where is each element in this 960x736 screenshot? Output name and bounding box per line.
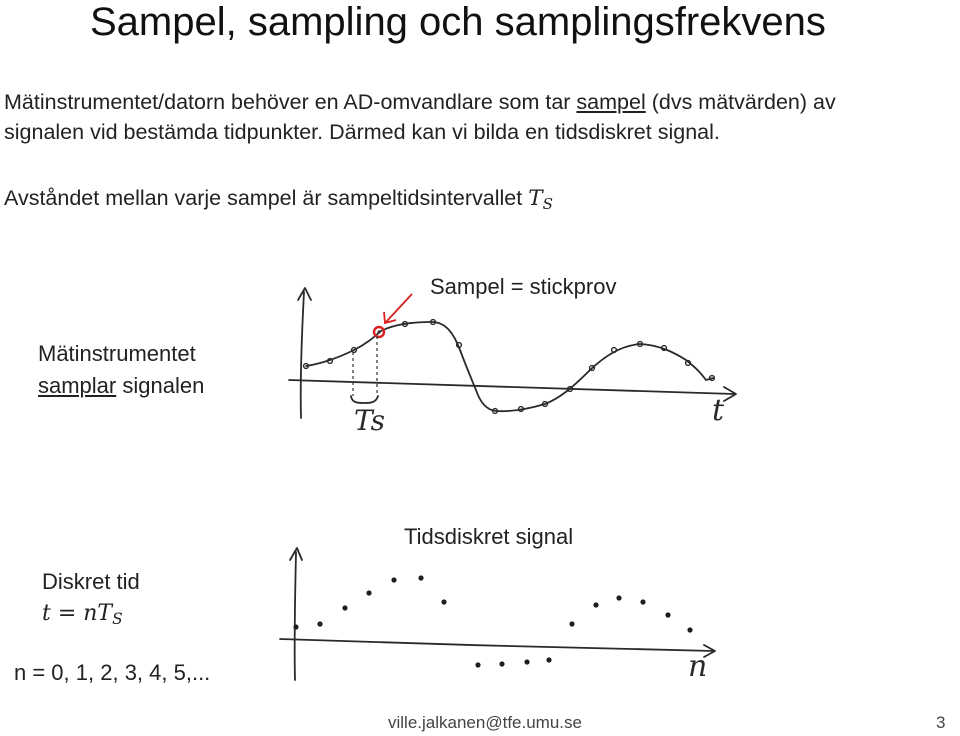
- discrete-point: [569, 621, 574, 626]
- slide-title: Sampel, sampling och samplingsfrekvens: [90, 0, 826, 44]
- fig2-n-axis: [280, 639, 714, 651]
- paragraph-2: signalen vid bestämda tidpunkter. Därmed kan vi bilda en tidsdiskret signal.: [4, 120, 720, 144]
- discrete-point: [342, 605, 347, 610]
- ts-brace: [351, 396, 378, 403]
- discrete-time-label: [42, 566, 140, 631]
- discrete-time-equation: [42, 598, 140, 631]
- continuous-signal-figure: [289, 288, 736, 437]
- highlight-arrow: [386, 294, 412, 322]
- discrete-point: [293, 624, 298, 629]
- equation-main: t = nT: [42, 601, 113, 626]
- discrete-point: [499, 661, 504, 666]
- discrete-point: [391, 577, 396, 582]
- discrete-point: [418, 575, 423, 580]
- samplar-underlined: samplar: [38, 373, 117, 398]
- footer-email: ville.jalkanen@tfe.umu.se: [388, 713, 582, 732]
- discrete-time-line1: Diskret tid: [42, 569, 140, 594]
- measurement-label-rest: signalen: [116, 373, 205, 398]
- t-axis-label: t: [712, 393, 725, 428]
- fig2-discrete-points: [293, 575, 692, 667]
- paragraph-3-text: Avståndet mellan varje sampel är sampeltidsintervallet: [4, 186, 529, 210]
- paragraph-1-post: (dvs mätvärden) av: [645, 90, 836, 114]
- highlighted-sample-center: [377, 330, 380, 333]
- discrete-signal-figure: [280, 548, 715, 684]
- fig1-signal-curve: [306, 322, 713, 411]
- ts-subscript: S: [542, 195, 553, 214]
- fig2-y-axis: [295, 552, 296, 680]
- discrete-point: [317, 621, 322, 626]
- measurement-label-line1: Mätinstrumentet: [38, 341, 196, 366]
- discrete-point: [475, 662, 480, 667]
- paragraph-1-pre: Mätinstrumentet/datorn behöver en AD-omvandlare som tar: [4, 90, 577, 114]
- discrete-point: [687, 627, 692, 632]
- discrete-point: [524, 659, 529, 664]
- discrete-point: [640, 599, 645, 604]
- ts-symbol: T: [528, 186, 543, 211]
- discrete-point: [366, 590, 371, 595]
- equation-subscript: S: [112, 610, 123, 629]
- discrete-point: [616, 595, 621, 600]
- discrete-point: [441, 599, 446, 604]
- fig1-sample-dots: [304, 320, 715, 414]
- measurement-label-line2: [38, 370, 204, 402]
- discrete-point: [546, 657, 551, 662]
- n-sequence-label: n = 0, 1, 2, 3, 4, 5,...: [14, 660, 211, 685]
- measurement-label: [38, 338, 204, 402]
- n-axis-label: n: [688, 649, 708, 684]
- discrete-point: [665, 612, 670, 617]
- ts-handwritten-label: Ts: [354, 404, 386, 437]
- page-number: 3: [936, 713, 946, 732]
- sampel-stickprov-label: Sampel = stickprov: [430, 274, 617, 299]
- discrete-point: [593, 602, 598, 607]
- sampel-link: sampel: [576, 90, 646, 114]
- fig1-t-axis: [289, 380, 734, 394]
- discrete-signal-label: Tidsdiskret signal: [404, 524, 574, 549]
- fig1-y-axis: [301, 292, 304, 418]
